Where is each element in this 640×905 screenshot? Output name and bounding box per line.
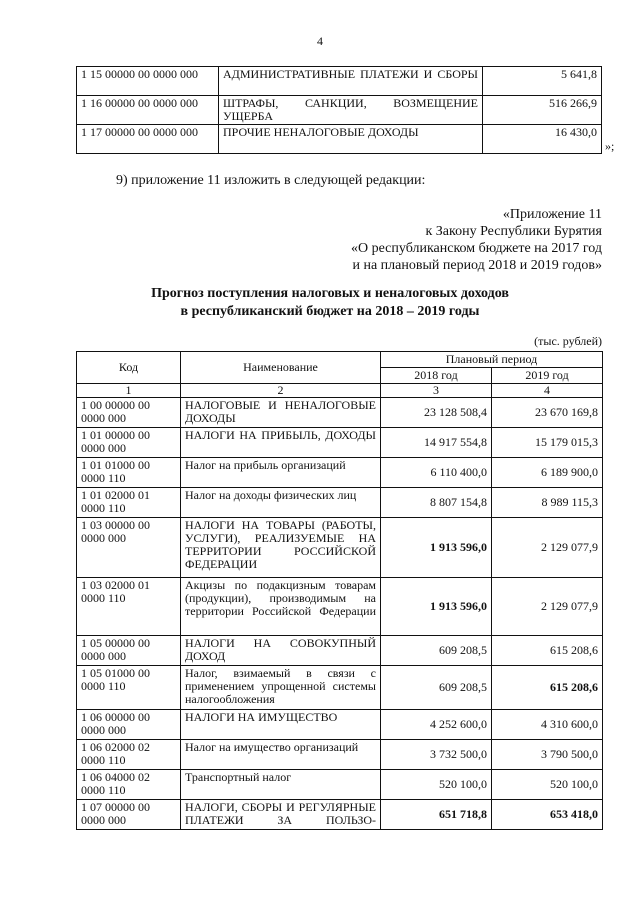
value-2019: 4 310 600,0 [492, 710, 603, 740]
instruction-text: 9) приложение 11 изложить в следующей редакции: [116, 173, 426, 188]
value-2018: 609 208,5 [381, 666, 492, 710]
value-2019: 615 208,6 [492, 636, 603, 666]
table-row [77, 800, 603, 830]
code-cell: 1 01 01000 00 0000 110 [77, 458, 181, 488]
name-cell: НАЛОГИ НА ИМУЩЕСТВО [181, 710, 381, 740]
column-index: 4 [492, 384, 603, 398]
name-cell: Налог на доходы физических лиц [181, 488, 381, 518]
value-cell: 16 430,0 [483, 125, 602, 154]
name-cell: Налог на имущество организаций [181, 740, 381, 770]
name-cell: НАЛОГИ НА ТОВАРЫ (РАБОТЫ, УСЛУГИ), РЕАЛИЗУЕМЫЕ НА ТЕРРИТОРИИ РОССИЙСКОЙ ФЕДЕРАЦИИ [181, 518, 381, 578]
code-cell: 1 06 00000 00 0000 000 [77, 710, 181, 740]
header-2019: 2019 год [492, 368, 603, 384]
name-cell: НАЛОГОВЫЕ И НЕНАЛОГОВЫЕ ДОХОДЫ [181, 398, 381, 428]
header-name: Наименование [181, 352, 381, 384]
code-cell: 1 17 00000 00 0000 000 [77, 125, 219, 154]
name-cell: ШТРАФЫ, САНКЦИИ, ВОЗМЕЩЕНИЕ УЩЕРБА [219, 96, 483, 125]
table-row [77, 740, 603, 770]
value-2018: 23 128 508,4 [381, 398, 492, 428]
name-cell: НАЛОГИ НА ПРИБЫЛЬ, ДОХОДЫ [181, 428, 381, 458]
code-cell: 1 16 00000 00 0000 000 [77, 96, 219, 125]
code-cell: 1 07 00000 00 0000 000 [77, 800, 181, 830]
column-index: 2 [181, 384, 381, 398]
column-index: 1 [77, 384, 181, 398]
value-2019: 6 189 900,0 [492, 458, 603, 488]
value-2019: 23 670 169,8 [492, 398, 603, 428]
code-cell: 1 05 01000 00 0000 110 [77, 666, 181, 710]
title-line: Прогноз поступления налоговых и неналоговых доходов [151, 286, 509, 301]
column-index-row [77, 384, 603, 398]
title-line: в республиканский бюджет на 2018 – 2019 годы [180, 304, 480, 319]
table-row [77, 488, 603, 518]
value-2019: 3 790 500,0 [492, 740, 603, 770]
appendix-line: к Закону Республики Бурятия [425, 224, 602, 239]
header-2018: 2018 год [381, 368, 492, 384]
table-row [77, 67, 602, 96]
value-cell: 516 266,9 [483, 96, 602, 125]
table-row [77, 518, 603, 578]
table-row [77, 125, 602, 154]
code-cell: 1 15 00000 00 0000 000 [77, 67, 219, 96]
value-2018: 4 252 600,0 [381, 710, 492, 740]
table-row [77, 666, 603, 710]
forecast-table [76, 351, 603, 830]
name-cell: НАЛОГИ НА СОВОКУПНЫЙ ДОХОД [181, 636, 381, 666]
name-cell: Акцизы по подакцизным товарам (продукции), производимым на территории Российской Федерации [181, 578, 381, 636]
appendix-line: «О республиканском бюджете на 2017 год [351, 241, 602, 256]
column-index: 3 [381, 384, 492, 398]
value-2019: 15 179 015,3 [492, 428, 603, 458]
name-cell: АДМИНИСТРАТИВНЫЕ ПЛАТЕЖИ И СБОРЫ [219, 67, 483, 96]
code-cell: 1 03 02000 01 0000 110 [77, 578, 181, 636]
code-cell: 1 03 00000 00 0000 000 [77, 518, 181, 578]
header-code: Код [77, 352, 181, 384]
value-2019: 520 100,0 [492, 770, 603, 800]
value-2018: 6 110 400,0 [381, 458, 492, 488]
appendix-heading [280, 206, 602, 274]
code-cell: 1 01 00000 00 0000 000 [77, 428, 181, 458]
income-table-continuation [76, 66, 602, 154]
table-row [77, 428, 603, 458]
table-row [77, 770, 603, 800]
code-cell: 1 06 02000 02 0000 110 [77, 740, 181, 770]
header-row [77, 352, 603, 368]
code-cell: 1 06 04000 02 0000 110 [77, 770, 181, 800]
closing-quote: »; [605, 139, 615, 153]
value-2018: 520 100,0 [381, 770, 492, 800]
value-2018: 1 913 596,0 [381, 518, 492, 578]
appendix-line: и на плановый период 2018 и 2019 годов» [352, 258, 602, 273]
value-2019: 615 208,6 [492, 666, 603, 710]
table-row [77, 96, 602, 125]
appendix-line: «Приложение 11 [502, 207, 602, 222]
value-2018: 1 913 596,0 [381, 578, 492, 636]
table-row [77, 398, 603, 428]
code-cell: 1 01 02000 01 0000 110 [77, 488, 181, 518]
value-2018: 8 807 154,8 [381, 488, 492, 518]
value-2018: 651 718,8 [381, 800, 492, 830]
code-cell: 1 05 00000 00 0000 000 [77, 636, 181, 666]
value-2019: 8 989 115,3 [492, 488, 603, 518]
name-cell: Налог на прибыль организаций [181, 458, 381, 488]
code-cell: 1 00 00000 00 0000 000 [77, 398, 181, 428]
table-row [77, 578, 603, 636]
value-2018: 3 732 500,0 [381, 740, 492, 770]
value-2019: 2 129 077,9 [492, 578, 603, 636]
header-period: Плановый период [381, 352, 603, 368]
value-2018: 14 917 554,8 [381, 428, 492, 458]
table-row [77, 458, 603, 488]
table-row [77, 710, 603, 740]
value-2018: 609 208,5 [381, 636, 492, 666]
name-cell: ПРОЧИЕ НЕНАЛОГОВЫЕ ДОХОДЫ [219, 125, 483, 154]
name-cell: Транспортный налог [181, 770, 381, 800]
value-2019: 653 418,0 [492, 800, 603, 830]
value-2019: 2 129 077,9 [492, 518, 603, 578]
table-row [77, 636, 603, 666]
document-title [60, 285, 600, 321]
page-number: 4 [317, 34, 323, 48]
name-cell: Налог, взимаемый в связи с применением упрощенной системы налогообложения [181, 666, 381, 710]
value-cell: 5 641,8 [483, 67, 602, 96]
unit-label: (тыс. рублей) [534, 334, 602, 348]
name-cell: НАЛОГИ, СБОРЫ И РЕГУЛЯРНЫЕ ПЛАТЕЖИ ЗА ПОЛЬЗО- [181, 800, 381, 830]
